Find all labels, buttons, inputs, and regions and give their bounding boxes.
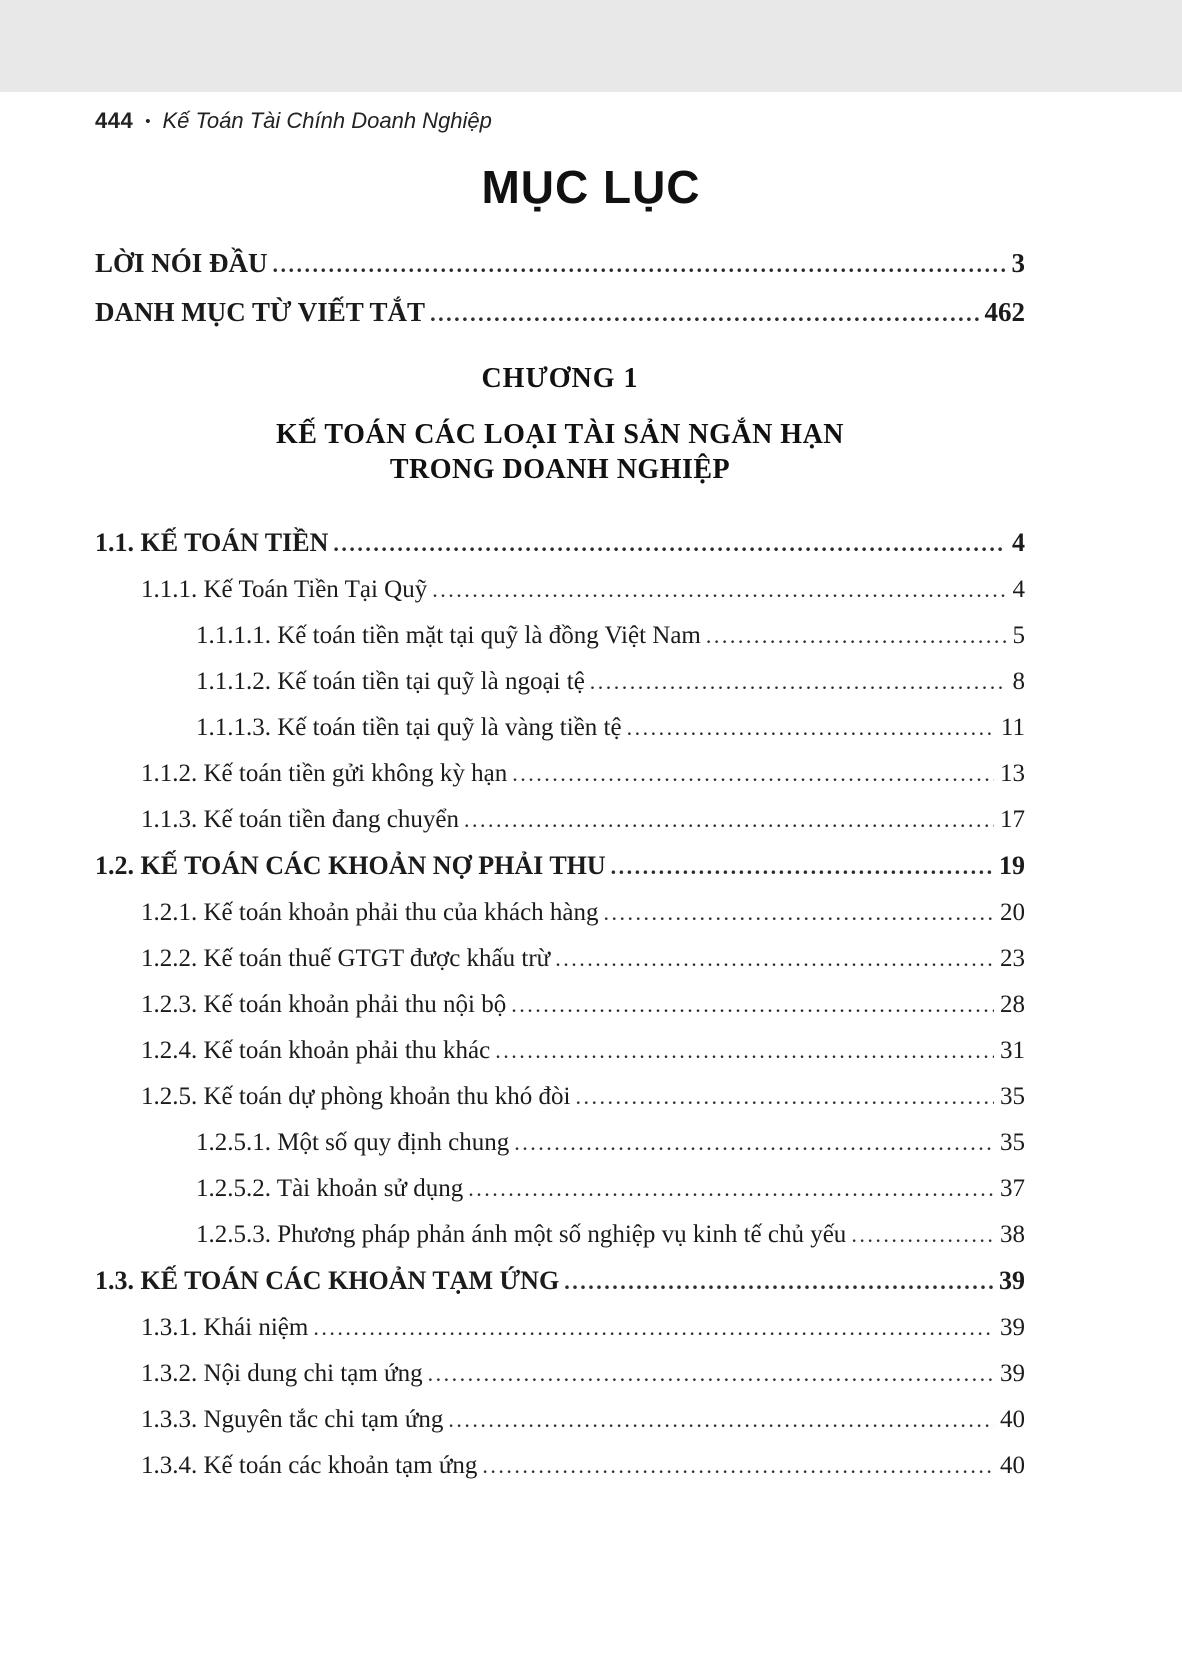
toc-entry-page-number: 3	[1011, 248, 1025, 278]
leader-dots	[590, 666, 1007, 697]
toc-entry-label: 1.2.5.3. Phương pháp phản ánh một số nghiệp vụ kinh tế chủ yếu	[196, 1221, 847, 1248]
leader-dots	[482, 1450, 994, 1481]
toc-entry-page-number: 11	[1000, 714, 1025, 741]
toc-entry-page-number: 462	[984, 297, 1025, 327]
toc-entry	[95, 297, 1025, 329]
leader-dots	[611, 850, 993, 882]
chapter-number: CHƯƠNG 1	[481, 363, 639, 394]
toc-entry-page-number: 19	[999, 851, 1025, 880]
toc-entry-page-number: 40	[1000, 1406, 1025, 1433]
toc-entry	[95, 1450, 1025, 1481]
leader-dots	[514, 1127, 994, 1158]
toc-entry-label: 1.2.3. Kế toán khoản phải thu nội bộ	[141, 991, 507, 1018]
toc-entry-page-number: 40	[1000, 1452, 1025, 1479]
toc-entry-label: 1.1. KẾ TOÁN TIỀN	[95, 528, 329, 557]
leader-dots	[511, 989, 994, 1020]
toc-entry	[95, 1358, 1025, 1389]
toc-entry-page-number: 39	[1000, 1314, 1025, 1341]
toc-entry-label: 1.3.4. Kế toán các khoản tạm ứng	[141, 1452, 478, 1479]
toc-entry	[95, 1127, 1025, 1158]
leader-dots	[432, 574, 1006, 605]
toc-list	[95, 527, 1025, 1481]
toc-entry	[95, 943, 1025, 974]
leader-dots	[448, 1404, 994, 1435]
leader-dots	[313, 1312, 994, 1343]
toc-entry-page-number: 39	[999, 1266, 1025, 1295]
running-header	[95, 108, 1087, 134]
header-page-number: 444	[95, 108, 134, 133]
leader-dots	[604, 897, 994, 928]
toc-entry-label: 1.1.1.2. Kế toán tiền tại quỹ là ngoại tệ	[196, 668, 585, 695]
leader-dots	[468, 1173, 994, 1204]
scan-top-band	[0, 0, 1182, 92]
toc-entry-label: 1.2. KẾ TOÁN CÁC KHOẢN NỢ PHẢI THU	[95, 851, 606, 880]
toc-entry	[95, 850, 1025, 882]
toc-entry-label: 1.3.2. Nội dung chi tạm ứng	[141, 1360, 423, 1387]
chapter-title-line1: KẾ TOÁN CÁC LOẠI TÀI SẢN NGẮN HẠN	[275, 419, 845, 450]
toc-entry-page-number: 13	[1000, 760, 1025, 787]
toc-entry-page-number: 28	[1000, 991, 1025, 1018]
toc-entry-label: 1.2.5. Kế toán dự phòng khoản thu khó đòi	[141, 1083, 571, 1110]
toc-entry-label: 1.2.2. Kế toán thuế GTGT được khấu trừ	[141, 945, 551, 972]
toc-entry	[95, 1312, 1025, 1343]
toc-entry-label: DANH MỤC TỪ VIẾT TẮT	[95, 297, 426, 327]
page-title: MỤC LỤC	[481, 161, 701, 213]
toc-entry	[95, 248, 1025, 280]
leader-dots	[564, 1265, 993, 1297]
header-book-title: Kế Toán Tài Chính Doanh Nghiệp	[162, 108, 492, 133]
toc-entry-page-number: 37	[1000, 1175, 1025, 1202]
toc-entry	[95, 804, 1025, 835]
toc-entry-label: 1.1.1.1. Kế toán tiền mặt tại quỹ là đồng Việt Nam	[196, 622, 701, 649]
toc-entry-label: 1.2.1. Kế toán khoản phải thu của khách hàng	[141, 899, 599, 926]
toc-content	[95, 248, 1025, 1481]
toc-entry	[95, 666, 1025, 697]
front-matter-list	[95, 248, 1025, 329]
toc-entry	[95, 1404, 1025, 1435]
toc-entry	[95, 1265, 1025, 1297]
chapter-heading	[95, 363, 1025, 487]
toc-entry-page-number: 4	[1012, 528, 1025, 557]
toc-entry-page-number: 17	[1000, 806, 1025, 833]
toc-entry-page-number: 39	[1000, 1360, 1025, 1387]
leader-dots	[495, 1035, 994, 1066]
toc-entry-label: 1.1.1.3. Kế toán tiền tại quỹ là vàng tiền tệ	[196, 714, 622, 741]
leader-dots	[273, 248, 1006, 280]
toc-entry	[95, 620, 1025, 651]
leader-dots	[430, 297, 978, 329]
toc-entry	[95, 897, 1025, 928]
toc-entry-page-number: 38	[1000, 1221, 1025, 1248]
toc-entry	[95, 758, 1025, 789]
toc-entry-label: 1.2.5.1. Một số quy định chung	[196, 1129, 510, 1156]
toc-entry-page-number: 5	[1012, 622, 1025, 649]
toc-entry	[95, 1173, 1025, 1204]
toc-entry-label: LỜI NÓI ĐẦU	[95, 248, 268, 278]
toc-entry	[95, 1035, 1025, 1066]
toc-entry	[95, 712, 1025, 743]
leader-dots	[464, 804, 994, 835]
toc-entry-label: 1.2.5.2. Tài khoản sử dụng	[196, 1175, 464, 1202]
leader-dots	[627, 712, 995, 743]
toc-entry-page-number: 35	[1000, 1129, 1025, 1156]
toc-entry-page-number: 31	[1000, 1037, 1025, 1064]
leader-dots	[512, 758, 994, 789]
leader-dots	[575, 1081, 994, 1112]
toc-entry-label: 1.1.3. Kế toán tiền đang chuyển	[141, 806, 459, 833]
toc-entry	[95, 1081, 1025, 1112]
toc-entry	[95, 1219, 1025, 1250]
toc-entry	[95, 574, 1025, 605]
leader-dots	[706, 620, 1007, 651]
toc-entry-label: 1.3. KẾ TOÁN CÁC KHOẢN TẠM ỨNG	[95, 1266, 560, 1295]
toc-entry	[95, 989, 1025, 1020]
leader-dots	[428, 1358, 994, 1389]
header-separator-bullet: •	[145, 113, 151, 130]
chapter-title-line2: TRONG DOANH NGHIỆP	[389, 454, 731, 485]
toc-entry	[95, 527, 1025, 559]
leader-dots	[333, 527, 1006, 559]
toc-entry-page-number: 8	[1012, 668, 1025, 695]
leader-dots	[555, 943, 994, 974]
leader-dots	[851, 1219, 994, 1250]
toc-entry-page-number: 4	[1012, 576, 1025, 603]
toc-entry-label: 1.3.1. Khái niệm	[141, 1314, 309, 1341]
toc-entry-page-number: 20	[1000, 899, 1025, 926]
toc-entry-label: 1.1.1. Kế Toán Tiền Tại Quỹ	[141, 576, 428, 603]
toc-entry-label: 1.1.2. Kế toán tiền gửi không kỳ hạn	[141, 760, 508, 787]
toc-entry-page-number: 23	[1000, 945, 1025, 972]
toc-entry-label: 1.3.3. Nguyên tắc chi tạm ứng	[141, 1406, 444, 1433]
toc-entry-label: 1.2.4. Kế toán khoản phải thu khác	[141, 1037, 491, 1064]
toc-entry-page-number: 35	[1000, 1083, 1025, 1110]
